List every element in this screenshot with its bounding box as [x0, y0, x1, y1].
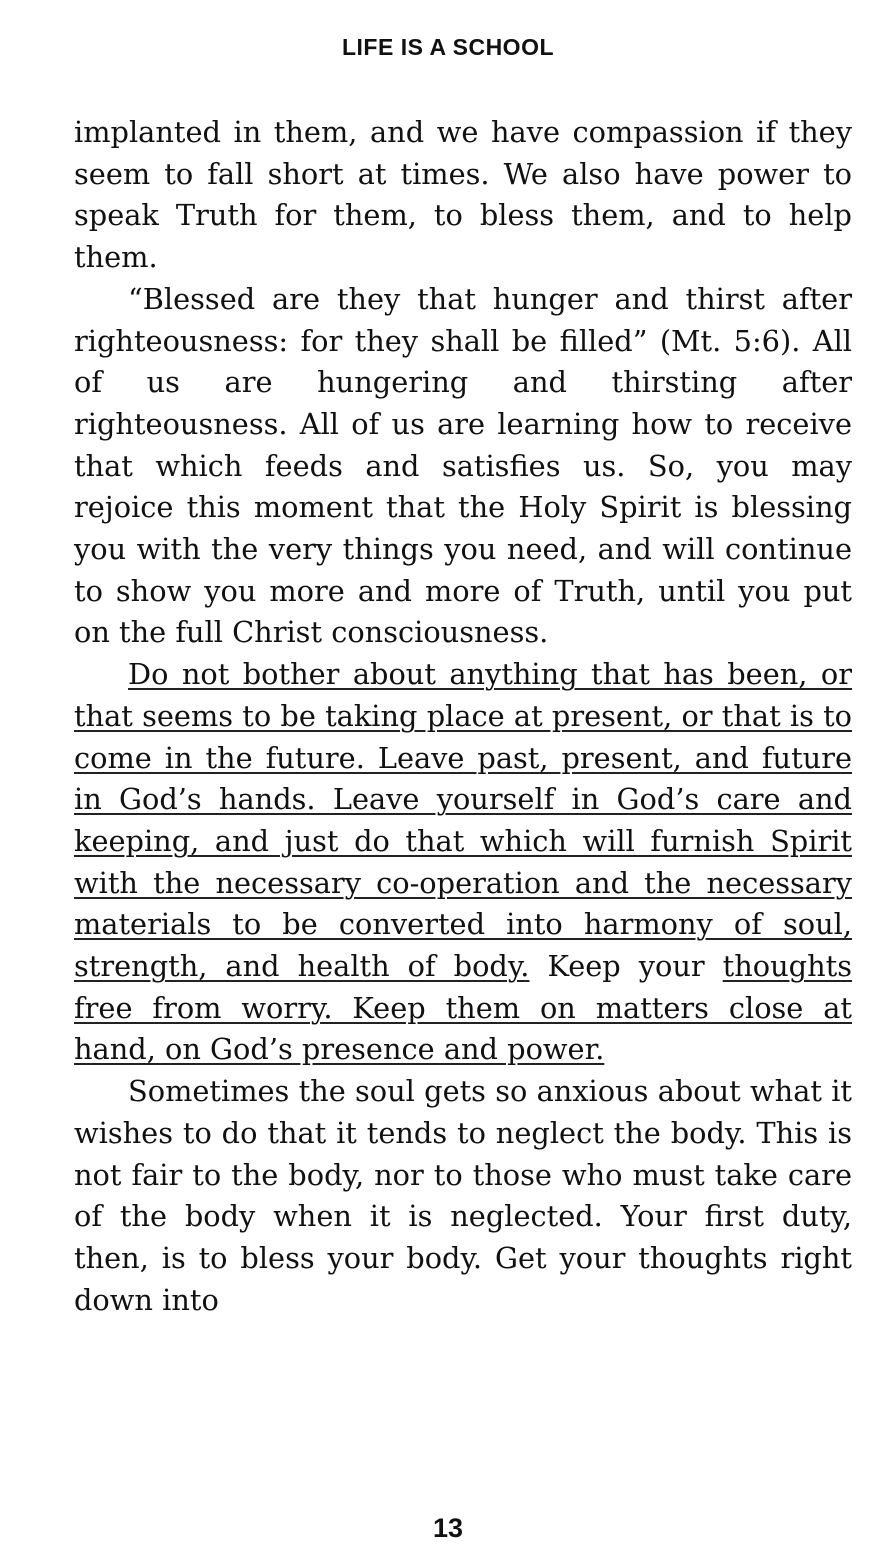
paragraph-beatitude: “Blessed are they that hunger and thirst after righteousness: for they shall be filled” (Mt. 5:6). All of us are hungering and thirsting after righteousness. All of us are learning how to receive that which feeds and satisfies us. So, you may rejoice this moment that the Holy Spirit is blessing you with the very things you need, and will continue to show you more and more of Truth, until you put on the full Christ consciousness. [74, 281, 852, 650]
underlined-passage: Do not bother about anything that has been, or that seems to be taking place at present, or that is to come in the future. Leave past, present, and future in God’s hands. Leave yourself in God’s care and keeping, and just do that which will furnish Spirit with the necessary co-operation and the necessary materials to be converted into harmony of soul, strength, and health of body. [74, 657, 852, 984]
paragraph-underlined [74, 654, 852, 1071]
underlined-passage-continued: thoughts free from worry. Keep them on matters close at hand, on God’s presence and power. [74, 949, 853, 1067]
paragraph-continued: implanted in them, and we have compassion if they seem to fall short at times. We also have power to speak Truth for them, to bless them, and to help them. [74, 115, 852, 275]
page-number: 13 [432, 1513, 464, 1543]
plain-passage: Keep your [547, 949, 705, 984]
page-body [74, 112, 852, 1321]
paragraph-body-care: Sometimes the soul gets so anxious about what it wishes to do that it tends to neglect the body. This is not fair to the body, nor to those who must take care of the body when it is neglected. Your first duty, then, is to bless your body. Get your thoughts right down into [74, 1074, 852, 1317]
running-header: LIFE IS A SCHOOL [341, 34, 555, 60]
